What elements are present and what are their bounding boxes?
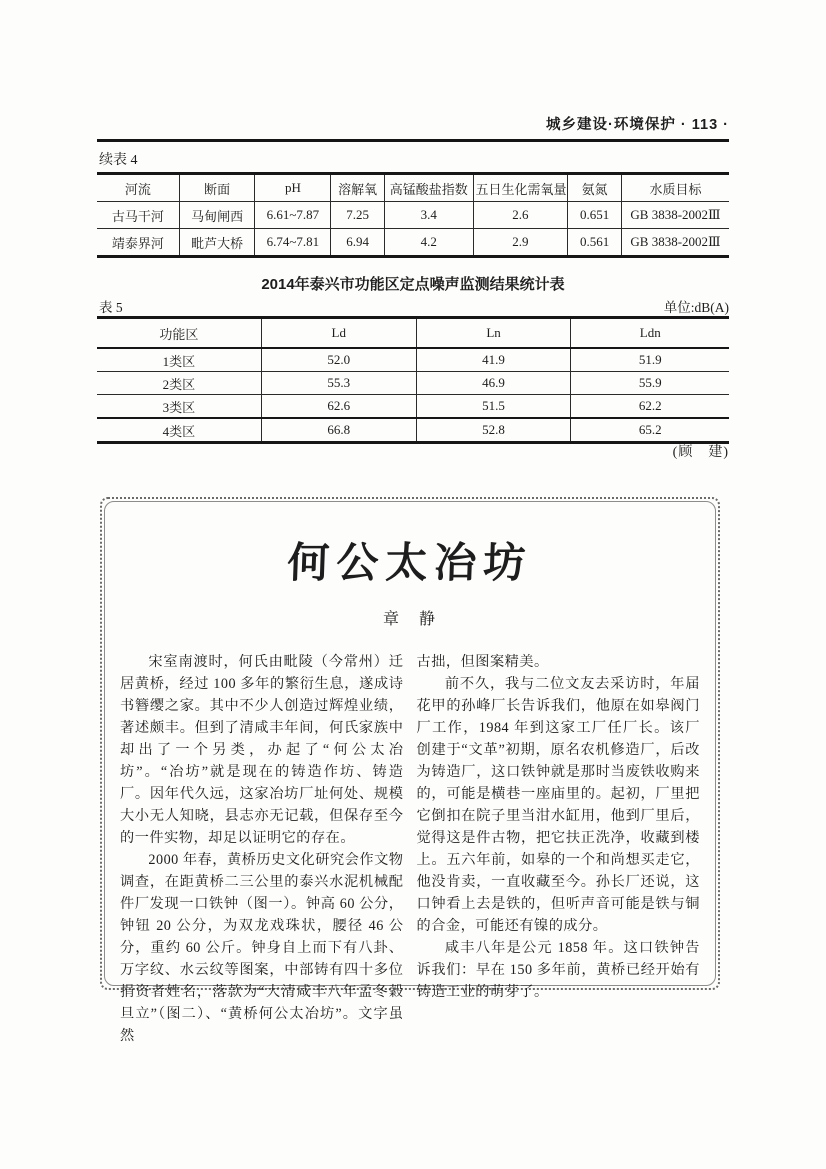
- table-row: [97, 395, 729, 419]
- article-paragraph: 咸丰八年是公元 1858 年。这口铁钟告诉我们：早在 150 多年前，黄桥已经开始有铸造工业的萌芽了。: [416, 940, 700, 1000]
- article-column-right: [417, 651, 701, 1047]
- noise-table-label: 表 5: [99, 300, 123, 315]
- table-header-cell: 溶解氧: [331, 174, 385, 202]
- table-cell: 52.8: [416, 418, 571, 443]
- table-cell: 0.561: [568, 229, 622, 257]
- table-cell: 靖泰界河: [97, 229, 179, 257]
- table-cell: 62.6: [261, 395, 416, 419]
- header-rule: [97, 139, 729, 142]
- table-cell: 51.5: [416, 395, 571, 419]
- table-header-cell: Ld: [261, 318, 416, 349]
- table-header-cell: Ln: [416, 318, 571, 349]
- table-header-row: [97, 318, 729, 349]
- table-header-row: [97, 174, 729, 202]
- table-header-cell: 氨氮: [568, 174, 622, 202]
- table-cell: 3类区: [97, 395, 261, 419]
- table-cell: 55.9: [571, 372, 729, 395]
- table-header-cell: 五日生化需氧量: [473, 174, 568, 202]
- table-header-cell: 高锰酸盐指数: [385, 174, 473, 202]
- table-row: [97, 229, 729, 257]
- table-header-cell: Ldn: [571, 318, 729, 349]
- table-cell: 6.94: [331, 229, 385, 257]
- article-paragraph: 古拙，但图案精美。: [416, 654, 549, 670]
- article-box-inner: [104, 501, 716, 1044]
- table-cell: 55.3: [261, 372, 416, 395]
- article-author: 章 静: [382, 611, 437, 628]
- water-quality-table: [97, 172, 729, 258]
- table-cell: 古马干河: [97, 202, 179, 229]
- water-quality-table-head: [97, 174, 729, 202]
- table-cell: 2.9: [473, 229, 568, 257]
- table-row: [97, 202, 729, 229]
- article-paragraph: 2000 年春，黄桥历史文化研究会作文物调查，在距黄桥二三公里的泰兴水泥机械配件厂发现一口铁钟（图一）。钟高 60 公分，钟钮 20 公分，为双龙戏珠状，腰径 46 公分，重约 60 公斤。钟身自上而下有八卦、万字纹、水云纹等图案，中部铸有四十多位捐资者姓名，落款为“大清咸丰八年孟冬糓旦立”（图二）、“黄桥何公太冶坊”。文字虽然: [120, 852, 404, 1044]
- table-cell: 62.2: [571, 395, 729, 419]
- page-header: 城乡建设·环境保护 · 113 ·: [546, 117, 729, 133]
- table-cell: 4.2: [385, 229, 473, 257]
- table-header-cell: 功能区: [97, 318, 261, 349]
- table-cell: 51.9: [571, 348, 729, 372]
- table-cell: 6.61~7.87: [255, 202, 331, 229]
- table-cell: 52.0: [261, 348, 416, 372]
- table-attribution: (顾 建): [672, 445, 729, 460]
- table-row: [97, 372, 729, 395]
- table-cell: 6.74~7.81: [255, 229, 331, 257]
- article-title: 何公太冶坊: [286, 541, 534, 587]
- table-cell: 41.9: [416, 348, 571, 372]
- article-column-left: [120, 651, 404, 1047]
- table-cell: GB 3838-2002Ⅲ: [622, 229, 729, 257]
- article-paragraph: 前不久，我与二位文友去采访时，年届花甲的孙峰厂长告诉我们，他原在如皋阀门厂工作，1984 年到这家工厂任厂长。该厂创建于“文革”初期，原名农机修造厂，后改为铸造厂，这口铁钟就是那时当废铁收购来的，可能是横巷一座庙里的。起初，厂里把它倒扣在院子里当泔水缸用，他到厂里后，觉得这是件古物，把它扶正洗净，收藏到楼上。五六年前，如皋的一个和尚想买走它，他没肯卖，一直收藏至今。孙长厂还说，这口钟看上去是铁的，但听声音可能是铁与铜的合金，可能还有镍的成分。: [416, 676, 700, 934]
- article-box: [100, 497, 720, 1044]
- article-columns: [120, 651, 700, 1047]
- table-cell: 7.25: [331, 202, 385, 229]
- table-cell: 毗芦大桥: [179, 229, 255, 257]
- table-cell: 3.4: [385, 202, 473, 229]
- table-row: [97, 418, 729, 443]
- noise-monitoring-table: [97, 316, 729, 444]
- table-cell: 马甸闸西: [179, 202, 255, 229]
- table-cell: 66.8: [261, 418, 416, 443]
- table-cell: 2.6: [473, 202, 568, 229]
- table-cell: GB 3838-2002Ⅲ: [622, 202, 729, 229]
- article-paragraph: 宋室南渡时，何氏由毗陵（今常州）迁居黄桥，经过 100 多年的繁衍生息，遂成诗书簪缨之家。其中不少人创造过辉煌业绩，著述颇丰。但到了清咸丰年间，何氏家族中却出了一个另类，办起了“何公太冶坊”。“冶坊”就是现在的铸造作坊、铸造厂。因年代久远，这家冶坊厂址何处、规模大小无人知晓，县志亦无记载，但保存至今的一件实物，却足以证明它的存在。: [120, 654, 404, 846]
- table-cell: 0.651: [568, 202, 622, 229]
- noise-table-unit: 单位:dB(A): [663, 300, 729, 315]
- table4-caption: 续表 4: [99, 153, 138, 168]
- table-header-cell: pH: [255, 174, 331, 202]
- noise-table-head: [97, 318, 729, 349]
- table-row: [97, 348, 729, 372]
- table-cell: 4类区: [97, 418, 261, 443]
- table-header-cell: 河流: [97, 174, 179, 202]
- table-header-cell: 断面: [179, 174, 255, 202]
- noise-table-title: 2014年泰兴市功能区定点噪声监测结果统计表: [261, 276, 565, 293]
- table-cell: 46.9: [416, 372, 571, 395]
- table-cell: 2类区: [97, 372, 261, 395]
- table-cell: 65.2: [571, 418, 729, 443]
- table-cell: 1类区: [97, 348, 261, 372]
- noise-table-body: [97, 348, 729, 443]
- water-quality-table-body: [97, 202, 729, 257]
- table-header-cell: 水质目标: [622, 174, 729, 202]
